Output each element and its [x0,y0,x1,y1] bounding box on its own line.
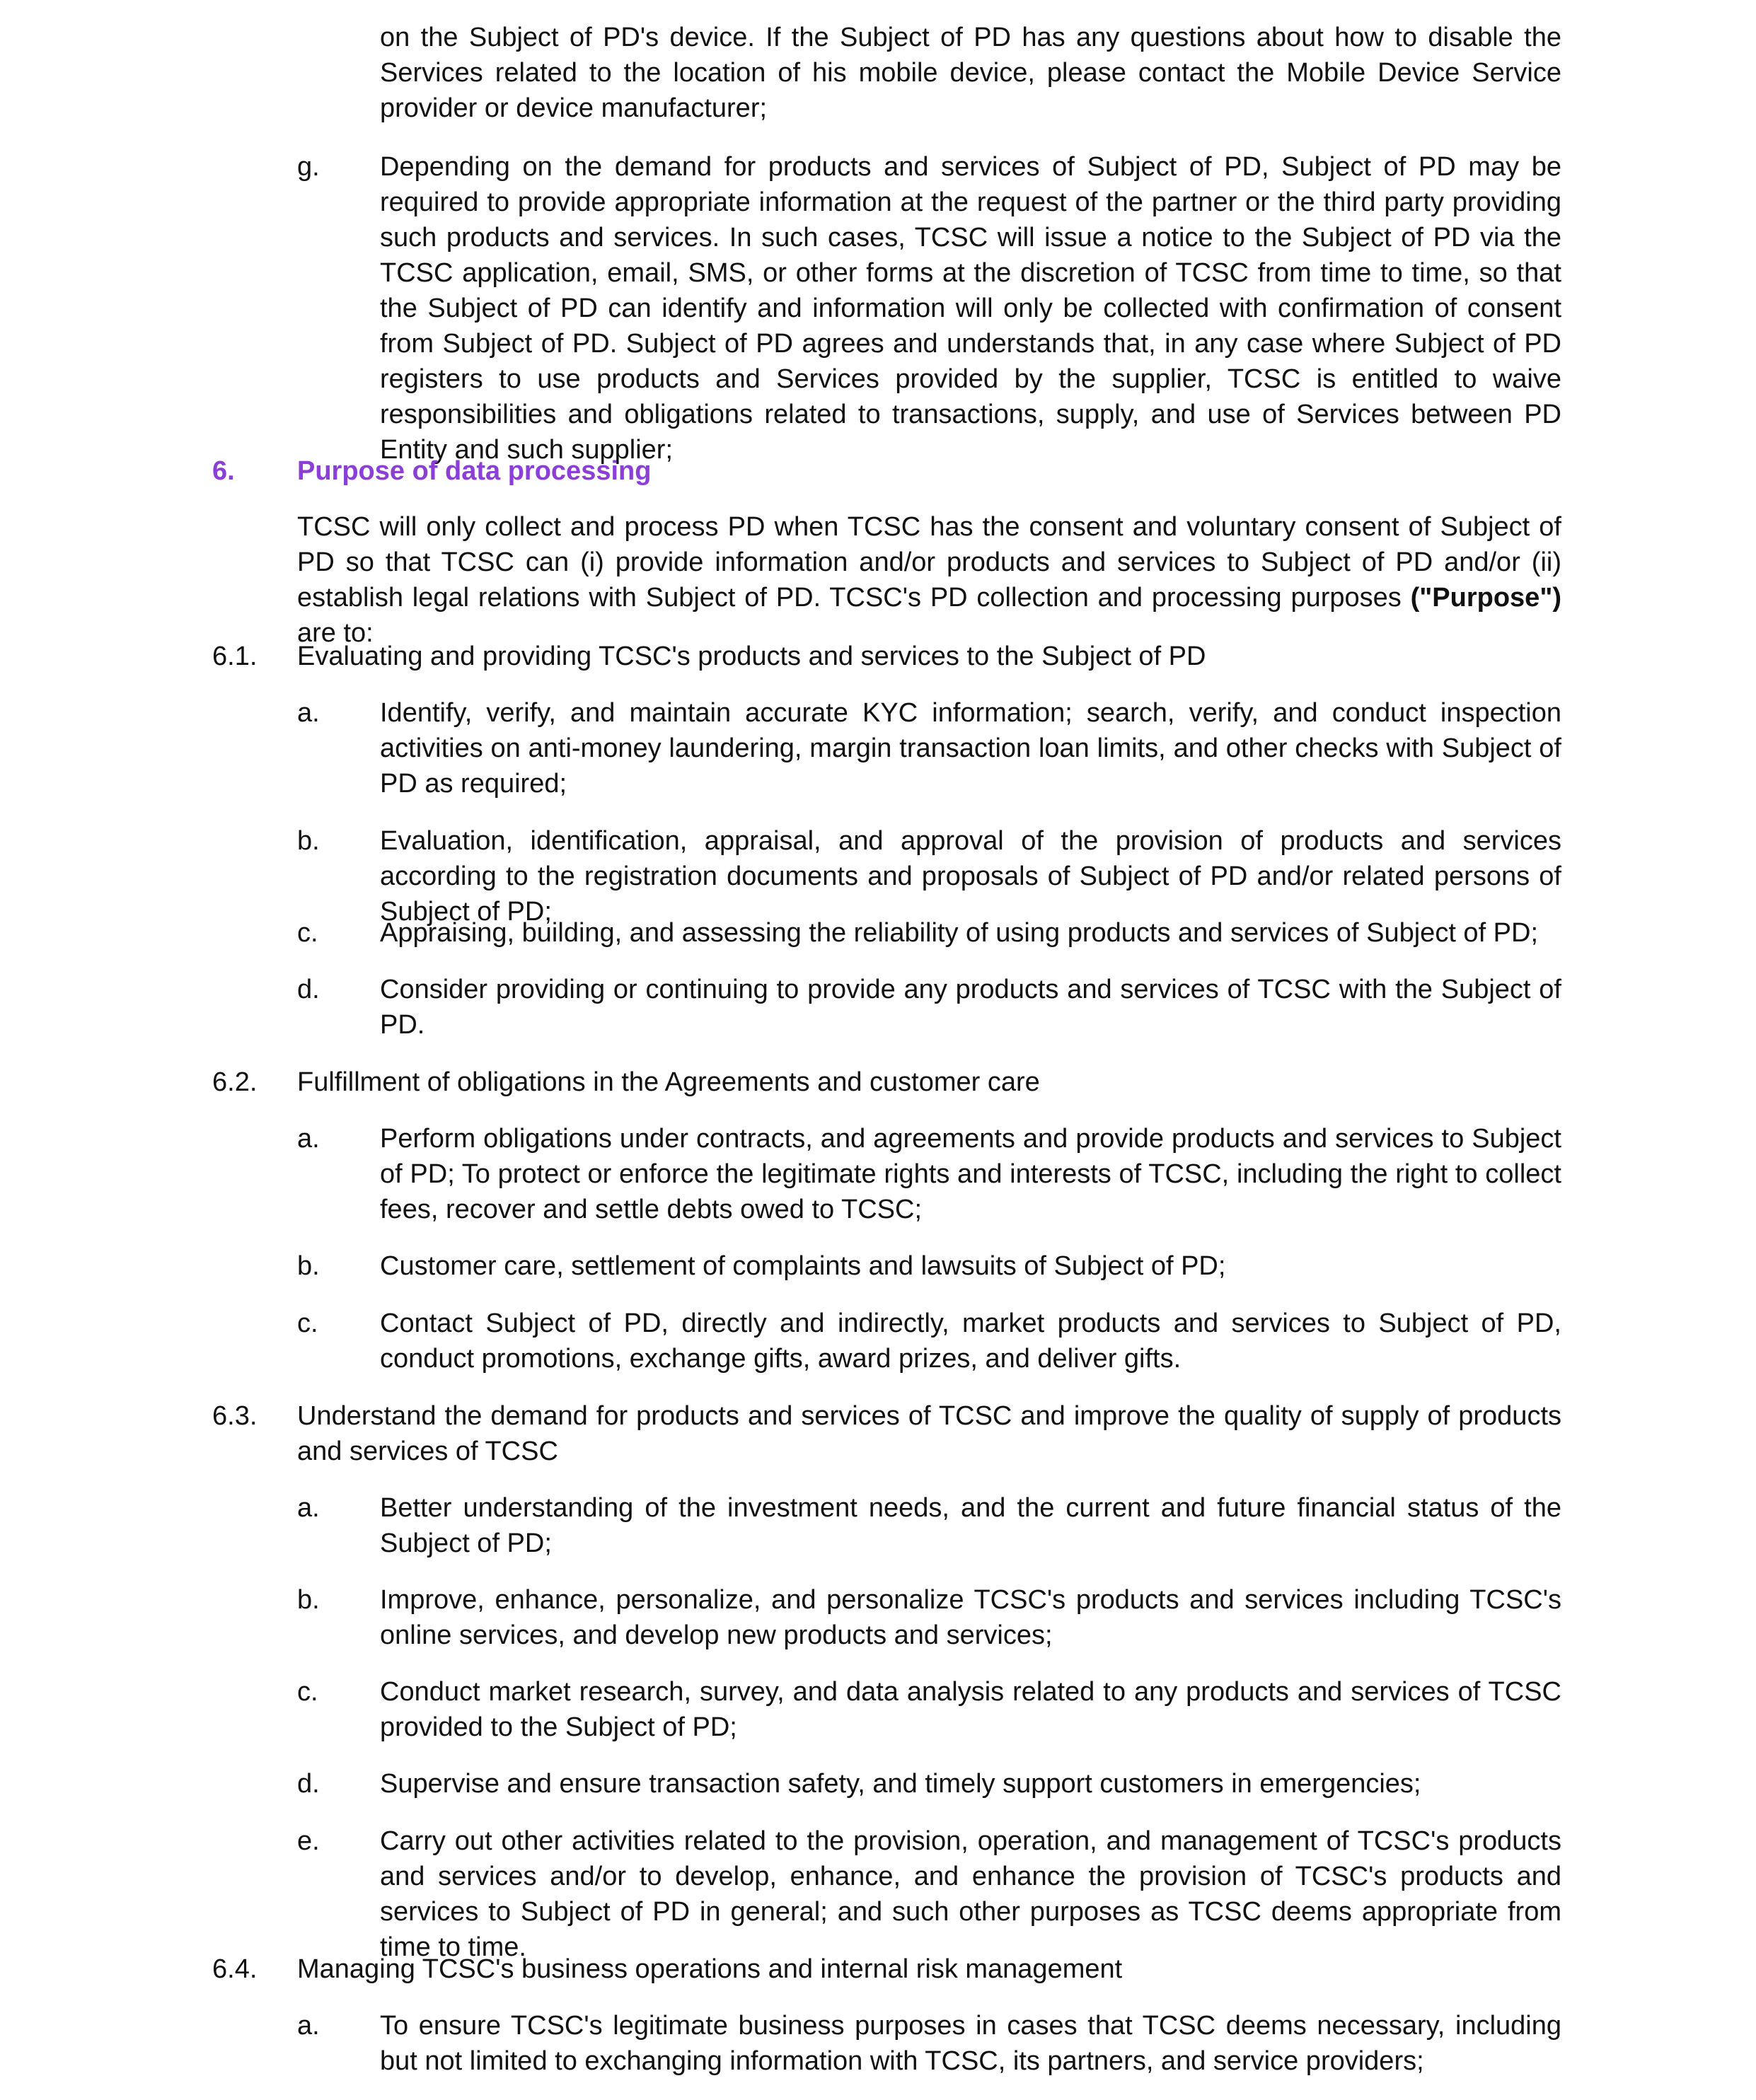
list-marker-6-2-a: a. [297,1124,320,1154]
list-marker-6-3-b: b. [297,1585,320,1615]
subsection-number-6-3: 6.3. [212,1401,258,1431]
list-item-6-3-c: Conduct market research, survey, and data analysis related to any products and services of TCSC provided to the Subject of PD; [380,1677,1561,1742]
subsection-heading-6-3: Understand the demand for products and services of TCSC and improve the quality of supply of products and services of TCSC [297,1401,1561,1466]
list-marker-g: g. [297,152,320,182]
list-item-6-2-c: Contact Subject of PD, directly and indirectly, market products and services to Subject of PD, conduct promotions, exchange gifts, award prizes, and deliver gifts. [380,1309,1561,1374]
section-number-6: 6. [212,456,235,486]
list-item-6-3-a: Better understanding of the investment needs, and the current and future financial status of the Subject of PD; [380,1493,1561,1558]
list-item-6-3-d: Supervise and ensure transaction safety, and timely support customers in emergencies; [380,1769,1421,1799]
subsection-heading-6-4: Managing TCSC's business operations and internal risk management [297,1954,1123,1984]
list-marker-6-3-d: d. [297,1769,320,1799]
subsection-number-6-2: 6.2. [212,1067,258,1097]
section-6-intro-tail: are to: [297,618,374,648]
list-marker-6-1-c: c. [297,918,318,948]
list-item-6-1-b: Evaluation, identification, appraisal, and approval of the provision of products and services according to the registration documents and proposals of Subject of PD and/or related persons of Subject of PD; [380,826,1561,927]
list-marker-6-1-b: b. [297,826,320,856]
list-marker-6-3-c: c. [297,1677,318,1707]
list-item-6-3-e: Carry out other activities related to the provision, operation, and management of TCSC's products and services and/or to develop, enhance, and enhance the provision of TCSC's products and services to Subject of PD in general; and such other purposes as TCSC deems appropriate from time to time. [380,1826,1561,1962]
list-marker-6-1-a: a. [297,698,320,728]
subsection-number-6-4: 6.4. [212,1954,258,1984]
section-6-intro-text: TCSC will only collect and process PD when TCSC has the consent and voluntary consent of Subject of PD so that TCSC can (i) provide information and/or products and services to Subject of PD and/or (ii) establish legal relations with Subject of PD. TCSC's PD collection and processing purposes [297,512,1561,613]
list-item-6-4-a: To ensure TCSC's legitimate business purposes in cases that TCSC deems necessary, including but not limited to exchanging information with TCSC, its partners, and service providers; [380,2011,1561,2076]
list-item-6-1-d: Consider providing or continuing to provide any products and services of TCSC with the Subject of PD. [380,975,1561,1040]
list-item-6-2-b: Customer care, settlement of complaints and lawsuits of Subject of PD; [380,1251,1226,1281]
section-heading-6: Purpose of data processing [297,456,652,486]
subsection-heading-6-2: Fulfillment of obligations in the Agreements and customer care [297,1067,1040,1097]
subsection-number-6-1: 6.1. [212,642,258,671]
purpose-defined-term: ("Purpose") [1410,583,1561,613]
list-marker-6-3-e: e. [297,1826,320,1856]
list-item-6-3-b: Improve, enhance, personalize, and personalize TCSC's products and services including TCSC's online services, and develop new products and services; [380,1585,1561,1650]
list-item-6-2-a: Perform obligations under contracts, and agreements and provide products and services to Subject of PD; To protect or enforce the legitimate rights and interests of TCSC, including the right to collect fees, recover and settle debts owed to TCSC; [380,1124,1561,1224]
list-marker-6-2-c: c. [297,1309,318,1338]
section-6-intro [297,509,1561,651]
list-marker-6-4-a: a. [297,2011,320,2041]
list-marker-6-3-a: a. [297,1493,320,1523]
subsection-heading-6-1: Evaluating and providing TCSC's products and services to the Subject of PD [297,642,1206,671]
paragraph-item-g: Depending on the demand for products and services of Subject of PD, Subject of PD may be required to provide appropriate information at the request of the partner or the third party providing such products and services. In such cases, TCSC will issue a notice to the Subject of PD via the TCSC application, email, SMS, or other forms at the discretion of TCSC from time to time, so that the Subject of PD can identify and information will only be collected with confirmation of consent from Subject of PD. Subject of PD agrees and understands that, in any case where Subject of PD registers to use products and Services provided by the supplier, TCSC is entitled to waive responsibilities and obligations related to transactions, supply, and use of Services between PD Entity and such supplier; [380,152,1561,465]
list-item-6-1-c: Appraising, building, and assessing the reliability of using products and services of Subject of PD; [380,918,1539,948]
list-item-6-1-a: Identify, verify, and maintain accurate KYC information; search, verify, and conduct inspection activities on anti-money laundering, margin transaction loan limits, and other checks with Subject of PD as required; [380,698,1561,799]
list-marker-6-1-d: d. [297,975,320,1004]
list-marker-6-2-b: b. [297,1251,320,1281]
paragraph-item-f-continuation: on the Subject of PD's device. If the Subject of PD has any questions about how to disable the Services related to the location of his mobile device, please contact the Mobile Device Service provider or device manufacturer; [380,23,1561,123]
